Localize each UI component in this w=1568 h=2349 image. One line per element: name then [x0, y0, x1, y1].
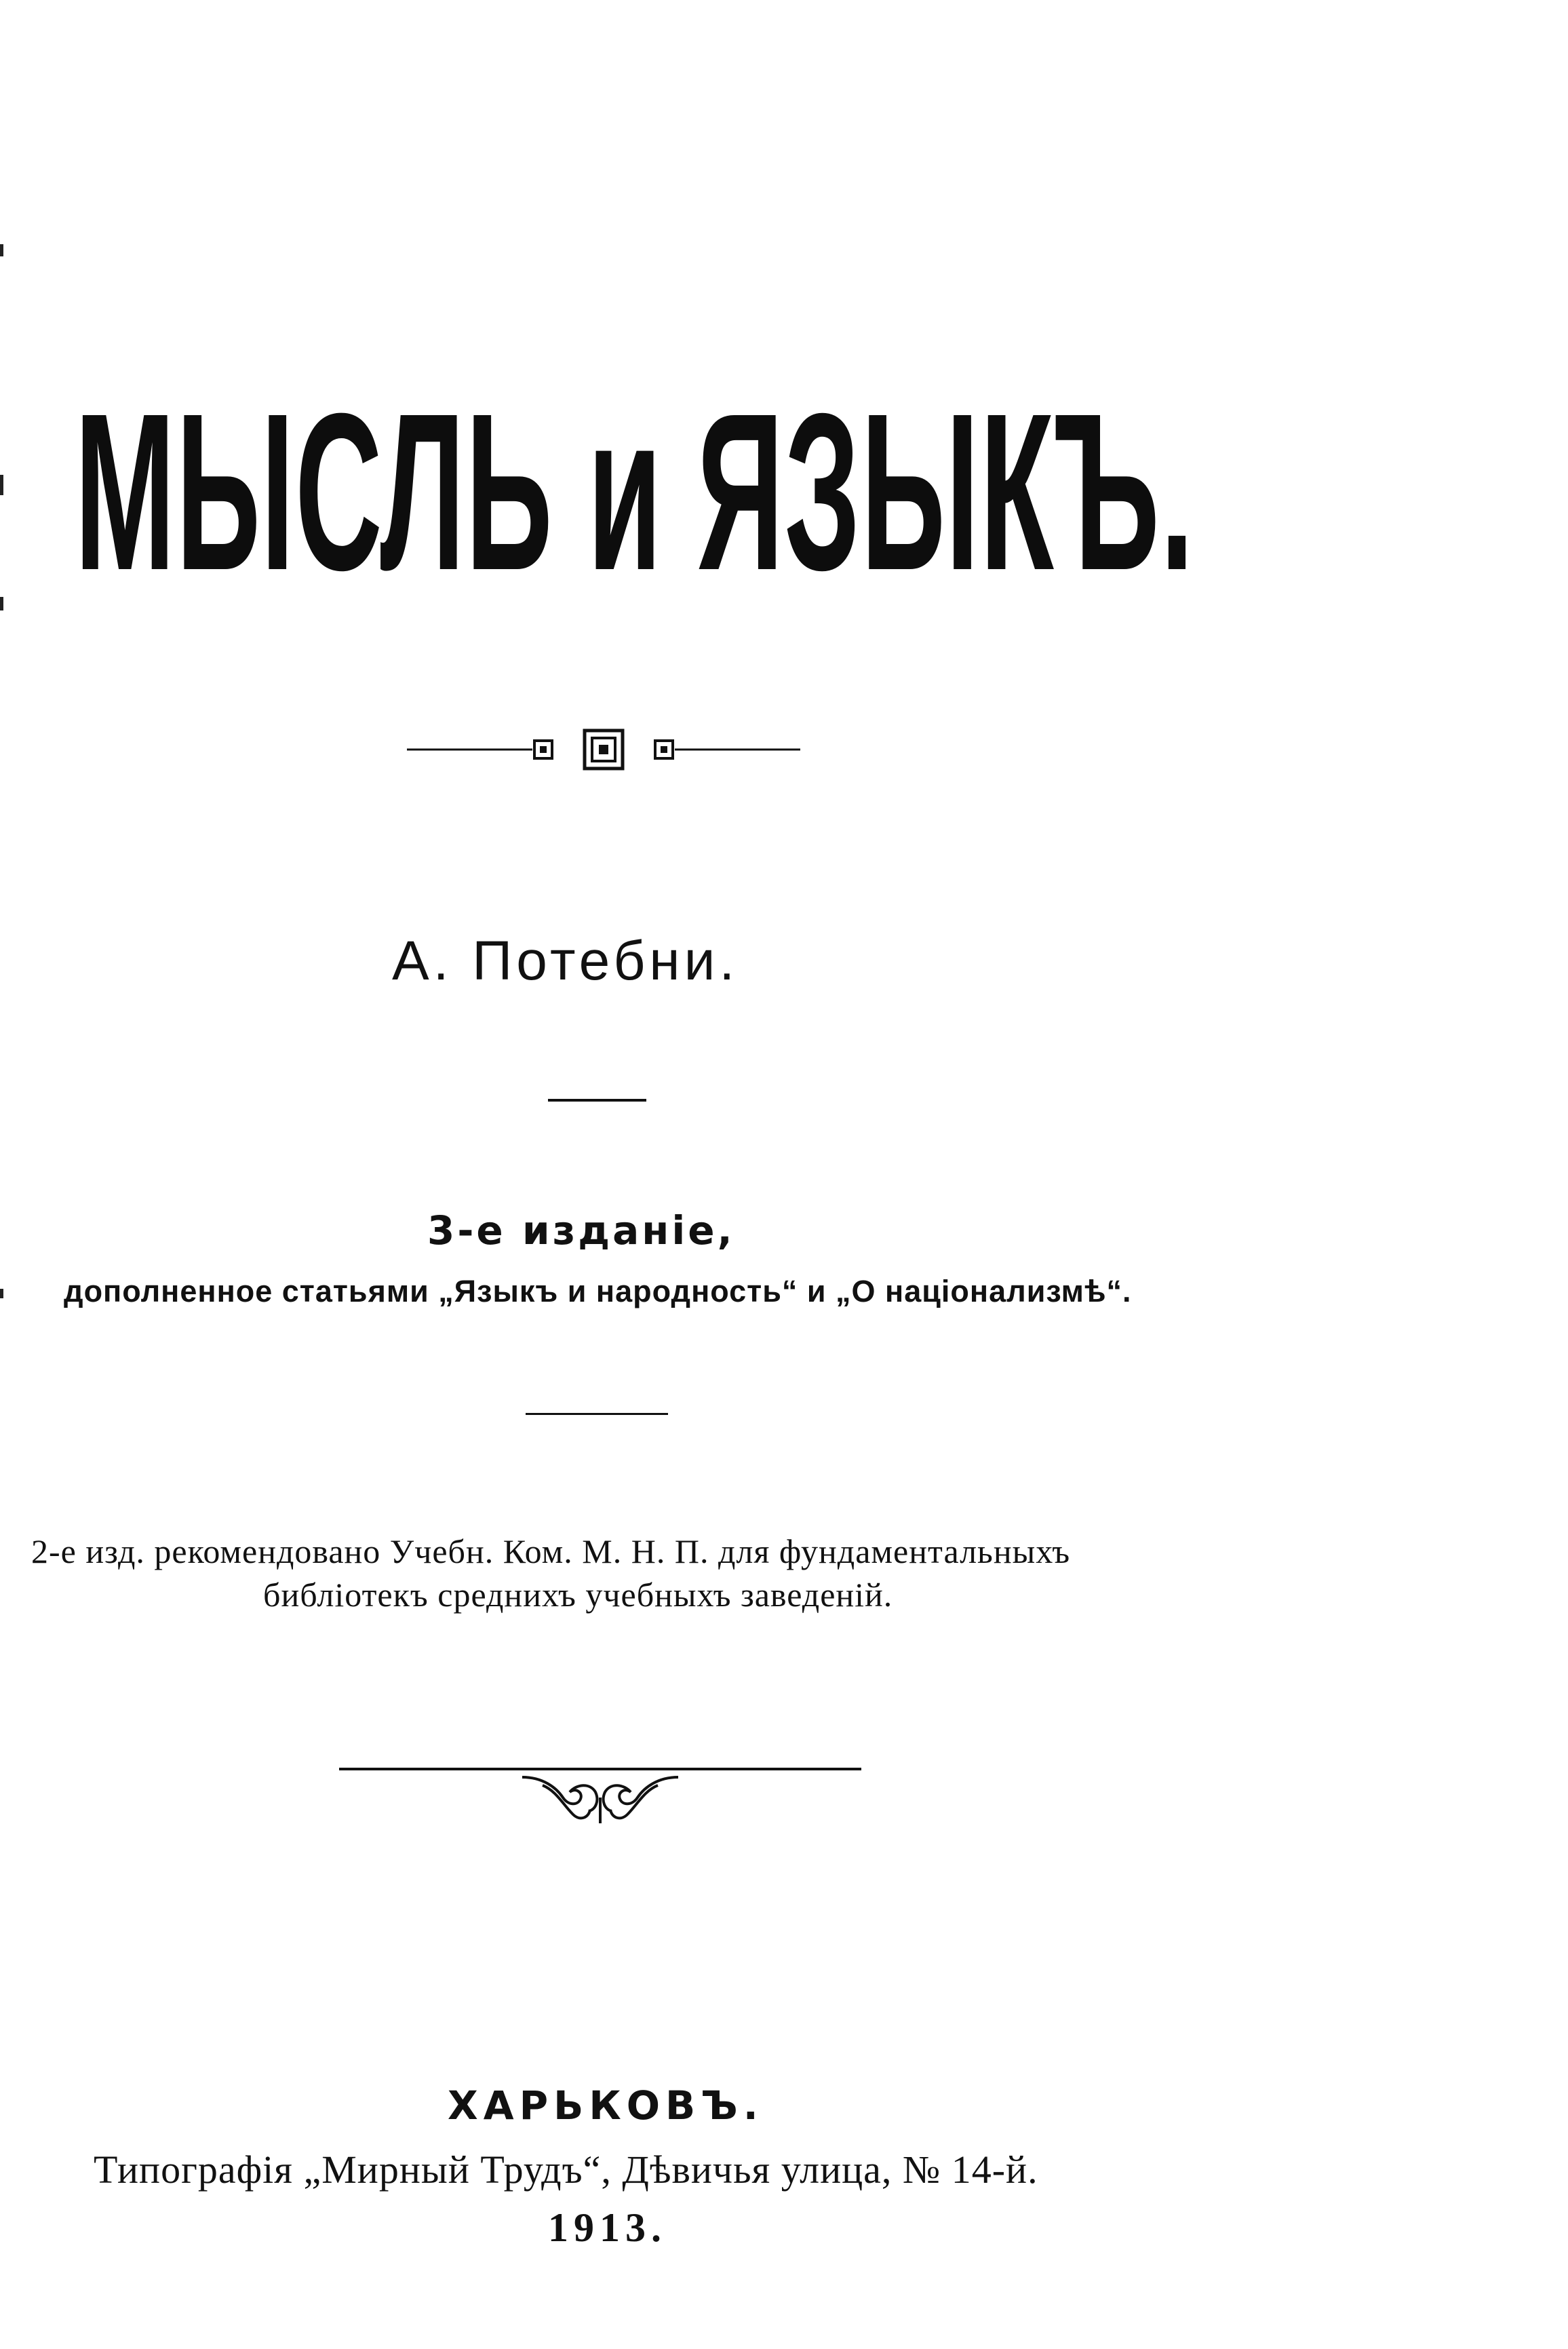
publication-year: 1913.	[548, 2205, 667, 2250]
scan-edge-mark	[0, 475, 3, 495]
square-ornament-divider	[407, 722, 800, 777]
scan-edge-mark	[0, 1289, 3, 1298]
short-rule	[548, 1099, 646, 1102]
edition-statement: 3-е изданіе,	[427, 1207, 735, 1254]
scan-edge-mark	[0, 244, 3, 256]
recommendation-line: 2-е изд. рекомендовано Учебн. Ком. М. Н. П. для фундаментальныхъ	[31, 1532, 1071, 1570]
printer-line: Типографія „Мирный Трудъ“, Дѣвичья улица, № 14-й.	[94, 2148, 1038, 2192]
book-title: МЫСЛЬ и ЯЗЫКЪ.	[75, 366, 1195, 617]
edition-supplement: дополненное статьями „Языкъ и народность“ и „О націонализмѣ“.	[64, 1274, 1132, 1308]
publication-city: ХАРЬКОВЪ.	[448, 2082, 764, 2129]
floral-ornament-divider	[339, 1750, 861, 1825]
scan-edge-mark	[0, 597, 3, 610]
short-rule	[526, 1413, 668, 1415]
recommendation-line: библіотекъ среднихъ учебныхъ заведеній.	[263, 1576, 893, 1614]
author-name: А. Потебни.	[392, 930, 739, 992]
